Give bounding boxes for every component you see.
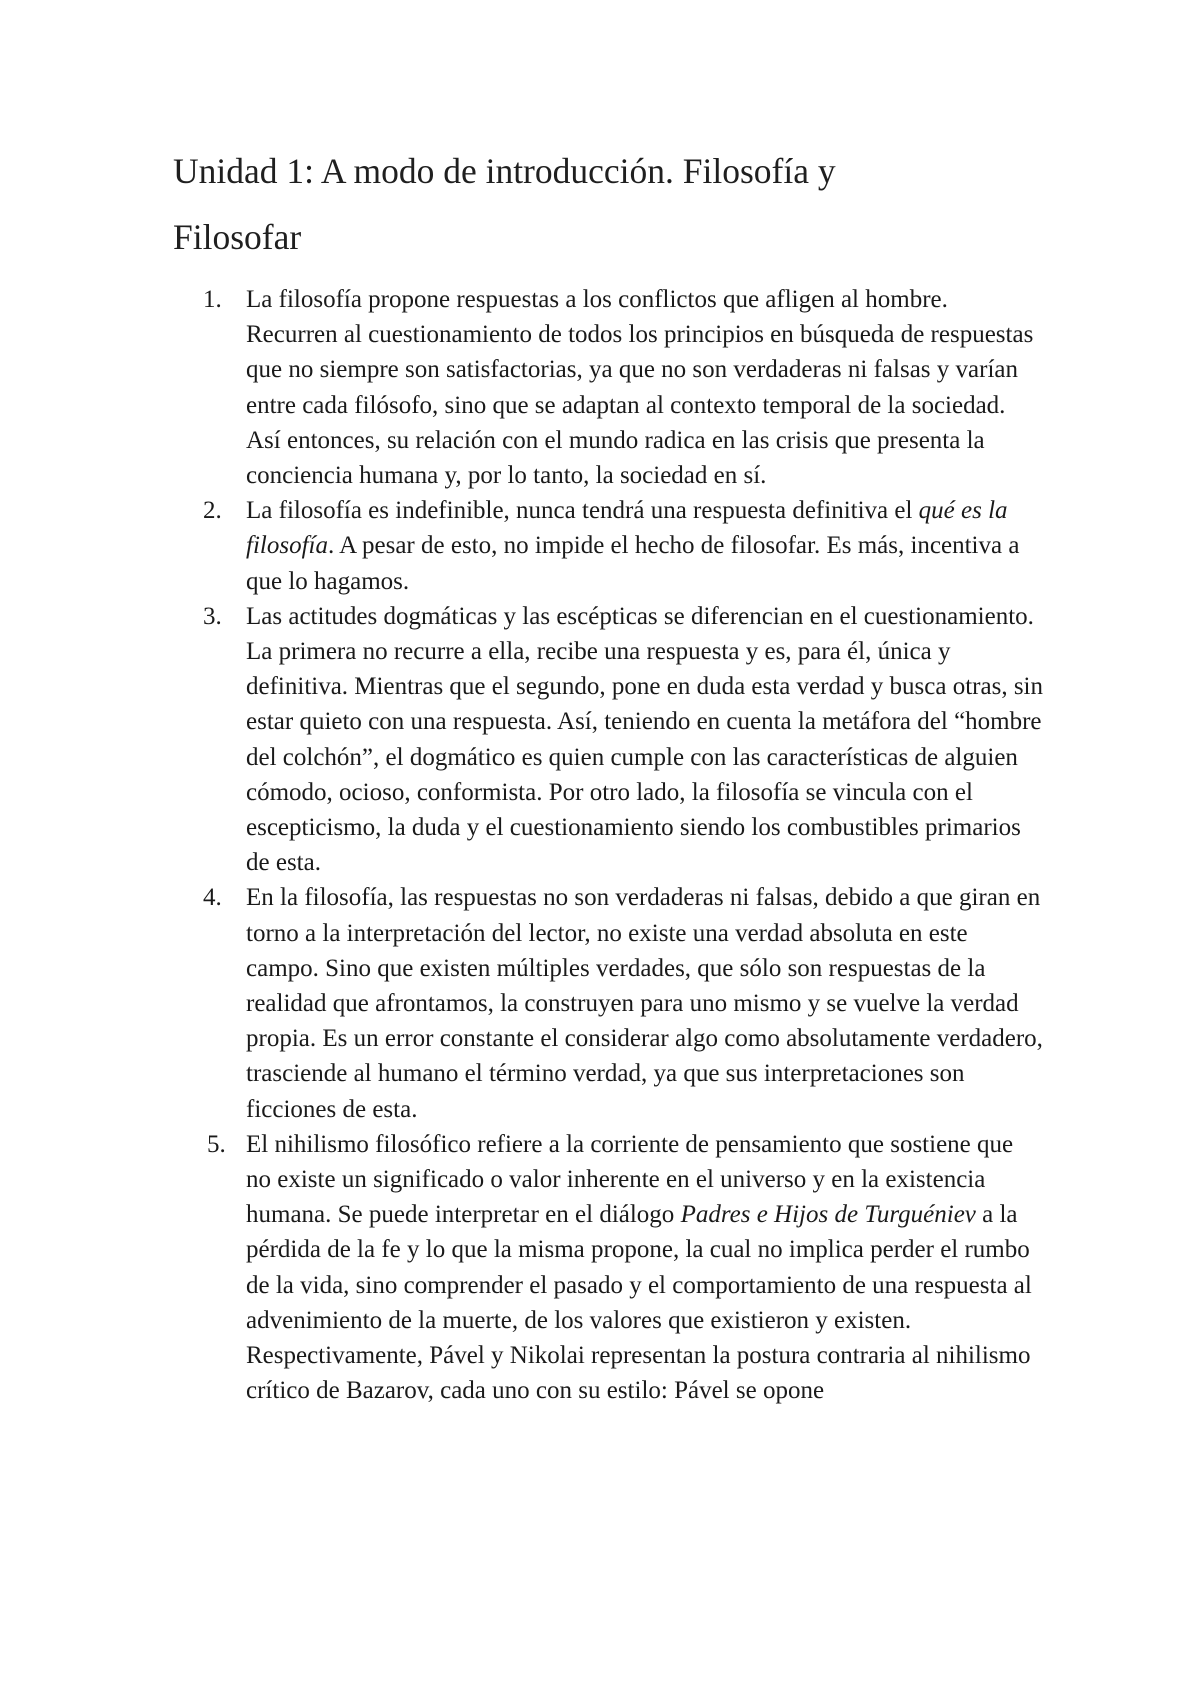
list-item [173, 493, 1043, 599]
list-item [173, 599, 1043, 881]
document-title-line-2: Filosofar [173, 217, 302, 257]
list-item-number: 2. [203, 497, 222, 525]
list-item-text-continued: a la pérdida de la fe y lo que la misma propone, la cual no implica perder el rumbo de la vida, sino comprender el pasado y el comportamiento de una respuesta al advenimiento de la muerte, de los valores que existieron y existen. Respectivamente, Pável y Nikolai representan la postura contraria al nihilismo crítico de Bazarov, cada uno con su estilo: Pável se opone [246, 1201, 1032, 1405]
list-item-text-continued: . A pesar de esto, no impide el hecho de filosofar. Es más, incentiva a que lo hagamos. [246, 532, 1020, 595]
list-item-number: 3. [203, 602, 222, 630]
list-item-text: Las actitudes dogmáticas y las escépticas se diferencian en el cuestionamiento. La primera no recurre a ella, recibe una respuesta y es, para él, única y definitiva. Mientras que el segundo, pone en duda esta verdad y busca otras, sin estar quieto con una respuesta. Así, teniendo en cuenta la metáfora del “hombre del colchón”, el dogmático es quien cumple con las características de alguien cómodo, ocioso, conformista. Por otro lado, la filosofía se vincula con el escepticismo, la duda y el cuestionamiento siendo los combustibles primarios de esta. [246, 602, 1043, 877]
list-item-text: La filosofía es indefinible, nunca tendrá una respuesta definitiva el [246, 497, 919, 525]
list-item-number: 5. [207, 1130, 226, 1158]
list-item [173, 880, 1043, 1126]
list-item-number: 1. [203, 286, 222, 313]
list-item-text: El nihilismo filosófico refiere a la corriente de pensamiento que sostiene que no existe un significado o valor inherente en el universo y en la existencia humana. Se puede interpretar en el diálogo [246, 1130, 1014, 1229]
list-item [173, 1127, 1043, 1409]
list-item-text: En la filosofía, las respuestas no son verdaderas ni falsas, debido a que giran en torno a la interpretación del lector, no existe una verdad absoluta en este campo. Sino que existen múltiples verdades, que sólo son respuestas de la realidad que afrontamos, la construyen para uno mismo y se vuelve la verdad propia. Es un error constante el considerar algo como absolutamente verdadero, trasciende al humano el término verdad, ya que sus interpretaciones son ficciones de esta. [246, 884, 1043, 1123]
italic-book-reference: qué es la filosofía [246, 497, 1008, 560]
document-title-line-1: Unidad 1: A modo de introducción. Filosofía y [173, 151, 836, 191]
list-item [173, 282, 1043, 493]
numbered-list [173, 282, 1043, 1409]
list-item-number: 4. [203, 884, 222, 912]
document-title [173, 138, 1043, 270]
italic-book-reference: Padres e Hijos de Turguéniev [680, 1201, 976, 1229]
document-page [173, 138, 1043, 1409]
list-item-text: La filosofía propone respuestas a los conflictos que afligen al hombre. Recurren al cuestionamiento de todos los principios en búsqueda de respuestas que no siempre son satisfactorias, ya que no son verdaderas ni falsas y varían entre cada filósofo, sino que se adaptan al contexto temporal de la sociedad. Así entonces, su relación con el mundo radica en las crisis que presenta la conciencia humana y, por lo tanto, la sociedad en sí. [246, 286, 1034, 490]
